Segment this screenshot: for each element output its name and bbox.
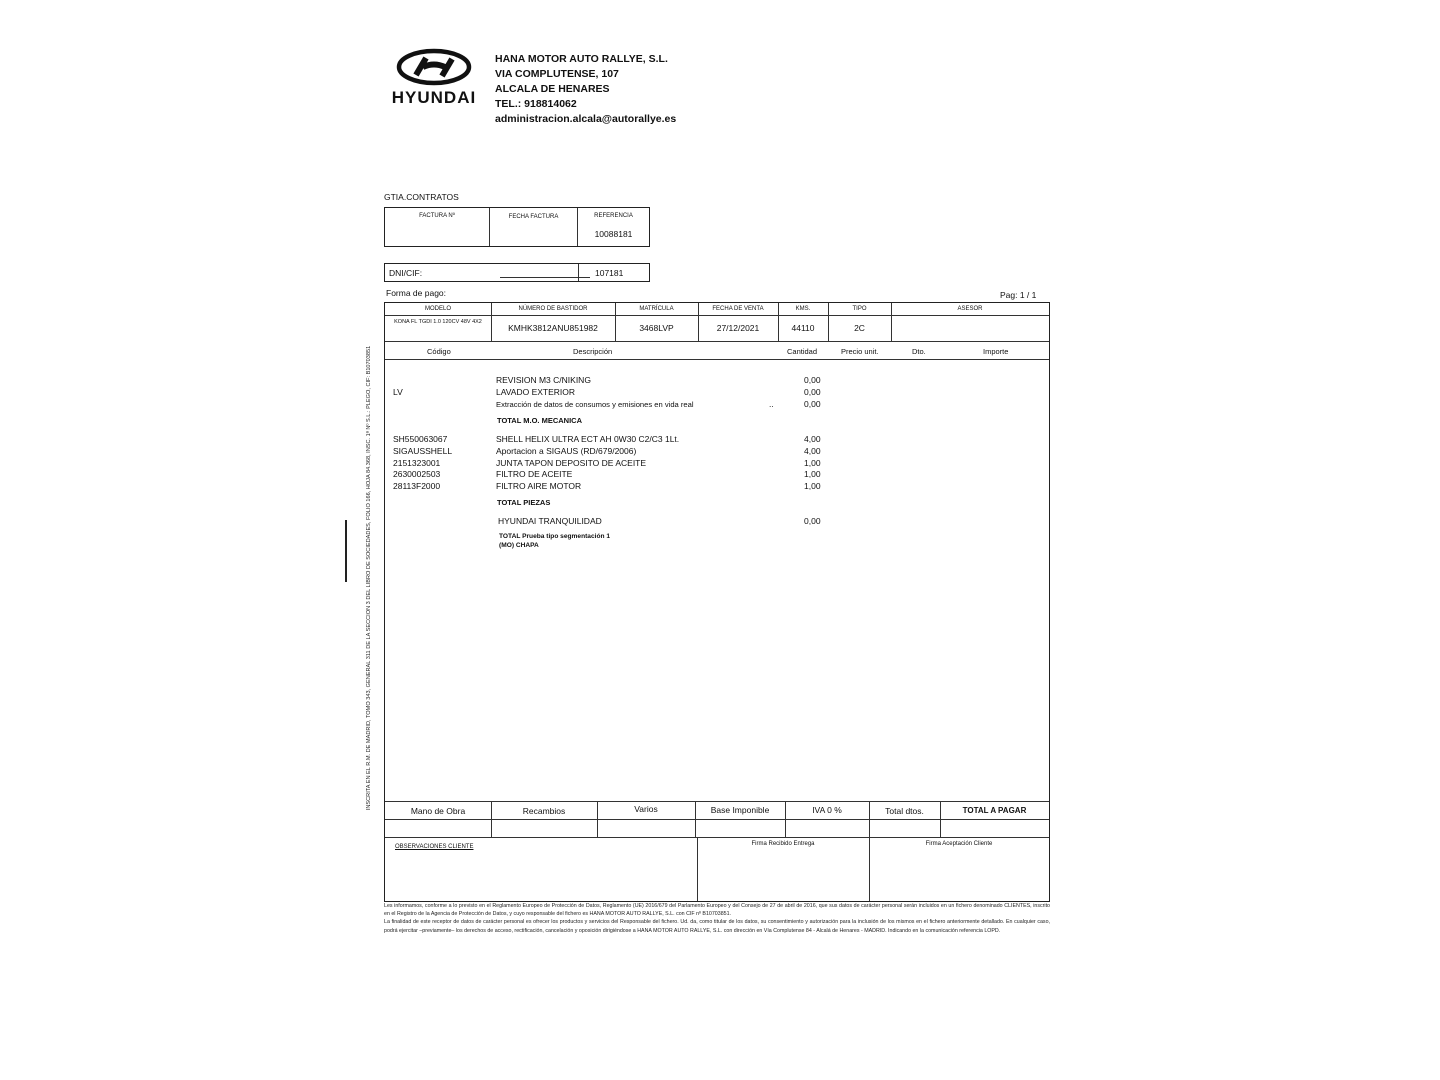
subtotal-segment-line1: TOTAL Prueba tipo segmentación 1 — [499, 533, 611, 540]
section-label: GTIA.CONTRATOS — [384, 192, 459, 202]
item-qty: 0,00 — [804, 387, 821, 397]
dni-box — [384, 263, 650, 282]
col-unit-price: Precio unit. — [841, 347, 879, 356]
legal-paragraph-1: Les informamos, conforme a lo previsto en el Reglamento Europeo de Protección de Datos, Reglamento (UE) 2016/679 del Parlamento Europeo y del Consejo de 27 de abril de 2016, que sus datos de carácter personal serán incluidos en un fichero denominado CLIENTES, inscrito en el Registro de la Agencia de Protección de Datos, y cuyo responsable del fichero es HANA MOTOR AUTO RALLYE, S.L. con CIF nº B10703851. — [384, 903, 1050, 918]
invoice-header-box — [384, 207, 650, 247]
item-code: SIGAUSSHELL — [393, 446, 453, 456]
company-phone: TEL.: 918814062 — [495, 98, 577, 110]
reference-label: REFERENCIA — [594, 213, 633, 219]
dni-label: DNI/CIF: — [389, 268, 423, 278]
company-info — [495, 52, 676, 127]
vehicle-header-type: TIPO — [852, 306, 867, 312]
subtotal-segment-line2: (MO) CHAPA — [499, 541, 539, 549]
item-qty: 1,00 — [804, 458, 821, 468]
item-qty: 0,00 — [804, 375, 821, 385]
item-code: 2630002503 — [393, 469, 441, 479]
reference-value: 10088181 — [594, 229, 633, 239]
item-desc: Extracción de datos de consumos y emisiones en vida real — [496, 400, 694, 409]
invoice-body — [384, 302, 1050, 902]
item-dots: .. — [769, 399, 774, 409]
legal-notice — [384, 902, 1050, 935]
item-desc: SHELL HELIX ULTRA ECT AH 0W30 C2/C3 1Lt. — [496, 434, 680, 444]
vehicle-header-advisor: ASESOR — [957, 306, 983, 312]
dni-underline — [500, 277, 590, 278]
customer-notes-label: OBSERVACIONES CLIENTE — [395, 844, 474, 850]
item-code: SH550063067 — [393, 434, 448, 444]
dni-value: 107181 — [595, 268, 624, 278]
total-to-pay-label: TOTAL A PAGAR — [962, 806, 1027, 815]
subtotal-parts: TOTAL PIEZAS — [497, 498, 551, 507]
item-desc: FILTRO AIRE MOTOR — [496, 481, 582, 491]
total-parts-label: Recambios — [522, 806, 566, 816]
item-desc: JUNTA TAPON DEPOSITO DE ACEITE — [496, 458, 647, 468]
total-charges-label: Total dtos. — [885, 806, 924, 816]
vehicle-header-plate: MATRÍCULA — [639, 306, 674, 312]
item-qty: 0,00 — [804, 399, 821, 409]
col-quantity: Cantidad — [787, 347, 818, 356]
vehicle-model: KONA FL TGDI 1.0 120CV 48V 4X2 — [394, 319, 482, 325]
brand-wordmark: HYUNDAI — [391, 88, 477, 107]
received-signature-label: Firma Recibido Entrega — [751, 841, 815, 847]
vehicle-header-vin: NÚMERO DE BASTIDOR — [518, 306, 588, 312]
vehicle-kms: 44110 — [791, 323, 815, 333]
subtotal-labor: TOTAL M.O. MECANICA — [497, 416, 582, 425]
payment-label: Forma de pago: — [386, 288, 447, 298]
item-code: 28113F2000 — [393, 481, 441, 491]
total-misc-label: Varios — [634, 804, 658, 814]
item-desc: FILTRO DE ACEITE — [496, 469, 573, 479]
company-city: ALCALA DE HENARES — [495, 83, 610, 95]
item-qty: 0,00 — [804, 516, 821, 526]
item-code: LV — [393, 387, 403, 397]
vehicle-header-kms: KMS. — [795, 306, 811, 312]
item-code: 2151323001 — [393, 458, 441, 468]
item-qty: 1,00 — [804, 481, 821, 491]
registry-note — [362, 270, 376, 885]
item-desc: LAVADO EXTERIOR — [496, 387, 576, 397]
page-number: Pag: 1 / 1 — [1000, 290, 1037, 300]
vehicle-sale-date: 27/12/2021 — [716, 323, 760, 333]
vehicle-header-sale-date: FECHA DE VENTA — [712, 306, 764, 312]
item-desc: HYUNDAI TRANQUILIDAD — [498, 516, 602, 526]
margin-mark — [345, 520, 347, 582]
vehicle-header-model: MODELO — [424, 306, 451, 312]
registry-note-text: INSCRITA EN EL R.M. DE MADRID, TOMO 343, GENERAL 311 DE LA SECCION 3 DEL LIBRO DE SOCIEDADES, FOLIO 166, HOJA 84.368, INSC. 1ª Nº S.L.: PLEGO, CIF: B10703851 — [366, 345, 372, 810]
company-name: HANA MOTOR AUTO RALLYE, S.L. — [495, 53, 668, 65]
legal-paragraph-2: La finalidad de este receptor de datos de carácter personal es ofrecer los productos y servicios del Responsable del fichero. Ud. da, como titular de los datos, su consentimiento y autorización para la inclusión de los mismos en el fichero anteriormente detallado. En cualquier caso, podrá ejercitar –previamente– los derechos de acceso, rectificación, cancelación y oposición dirigiéndose a HANA MOTOR AUTO RALLYE, S.L. con dirección en Vía Complutense 84 - Alcalá de Henares - MADRID. Indicando en la comunicación referencia LOPD. — [384, 919, 1050, 934]
dni-divider — [578, 264, 579, 281]
col-discount: Dto. — [912, 347, 926, 356]
col-code: Código — [427, 347, 451, 356]
acceptance-signature-label: Firma Aceptación Cliente — [925, 841, 993, 847]
item-qty: 4,00 — [804, 446, 821, 456]
subtotal-segment — [499, 533, 610, 550]
vehicle-type: 2C — [854, 323, 865, 333]
col-amount: Importe — [983, 347, 1009, 356]
item-qty: 4,00 — [804, 434, 821, 444]
invoice-date-label: FECHA FACTURA — [508, 214, 559, 220]
taxable-base-label: Base Imponible — [710, 805, 770, 815]
company-address: VIA COMPLUTENSE, 107 — [495, 68, 619, 80]
company-email: administracion.alcala@autorallye.es — [495, 113, 677, 125]
invoice-number-label: FACTURA Nº — [419, 213, 455, 219]
vat-label: IVA 0 % — [812, 805, 842, 815]
vehicle-plate: 3468LVP — [639, 323, 674, 333]
vehicle-vin: KMHK3812ANU851982 — [508, 323, 598, 333]
item-qty: 1,00 — [804, 469, 821, 479]
item-desc: REVISION M3 C/NIKING — [496, 375, 591, 385]
item-desc: Aportacion a SIGAUS (RD/679/2006) — [496, 446, 637, 456]
col-description: Descripción — [573, 347, 613, 356]
hyundai-logo — [386, 48, 482, 110]
total-labor-label: Mano de Obra — [410, 806, 466, 816]
